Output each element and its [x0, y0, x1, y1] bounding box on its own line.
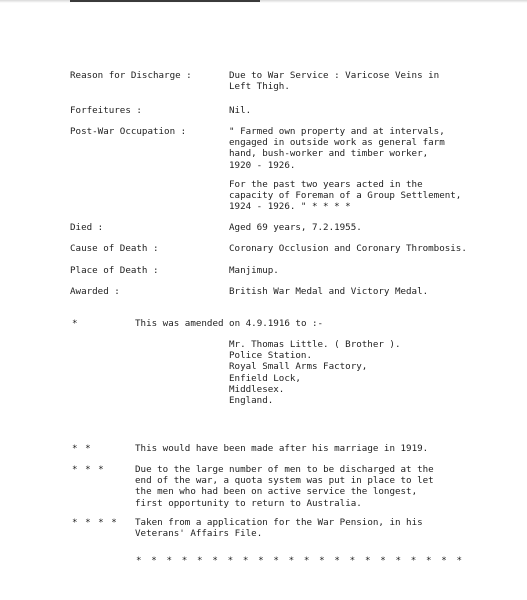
note-mark: * * * — [72, 464, 105, 475]
field-value: British War Medal and Victory Medal. — [229, 286, 429, 297]
field-value: Aged 69 years, 7.2.1955. — [229, 222, 362, 233]
note-mark: * * — [72, 443, 92, 454]
field-label: Forfeitures : — [70, 105, 142, 116]
field-value: Due to War Service : Varicose Veins in Left Thigh. — [229, 70, 440, 93]
note-text: This would have been made after his marriage in 1919. — [135, 443, 429, 454]
note-mark: * — [72, 318, 79, 329]
field-value: For the past two years acted in the capacity of Foreman of a Group Settlement, 1924 - 1926. " * * * * — [229, 179, 462, 213]
field-label: Died : — [70, 222, 104, 233]
field-label: Reason for Discharge : — [70, 70, 192, 81]
footer-star-divider: * * * * * * * * * * * * * * * * * * * * * * — [136, 555, 465, 566]
field-label: Post-War Occupation : — [70, 126, 187, 137]
field-label: Cause of Death : — [70, 243, 159, 254]
top-edge-mark — [70, 0, 260, 2]
field-value: Nil. — [229, 105, 252, 116]
brother-address: Mr. Thomas Little. ( Brother ). Police Station. Royal Small Arms Factory, Enfield Lock, Middlesex. England. — [229, 339, 401, 407]
note-mark: * * * * — [72, 517, 118, 528]
field-label: Place of Death : — [70, 265, 159, 276]
field-value: Manjimup. — [229, 265, 279, 276]
field-value: " Farmed own property and at intervals, engaged in outside work as general farm hand, bush-worker and timber worker, 1920 - 1926. — [229, 126, 445, 171]
note-text: Taken from a application for the War Pension, in his Veterans' Affairs File. — [135, 517, 423, 540]
field-value: Coronary Occlusion and Coronary Thrombosis. — [229, 243, 467, 254]
field-label: Awarded : — [70, 286, 120, 297]
note-text: Due to the large number of men to be discharged at the end of the war, a quota system was put in place to let the men who had been on active service the longest, first opportunity to return to Australia. — [135, 464, 434, 509]
note-text: This was amended on 4.9.1916 to :- — [135, 318, 324, 329]
